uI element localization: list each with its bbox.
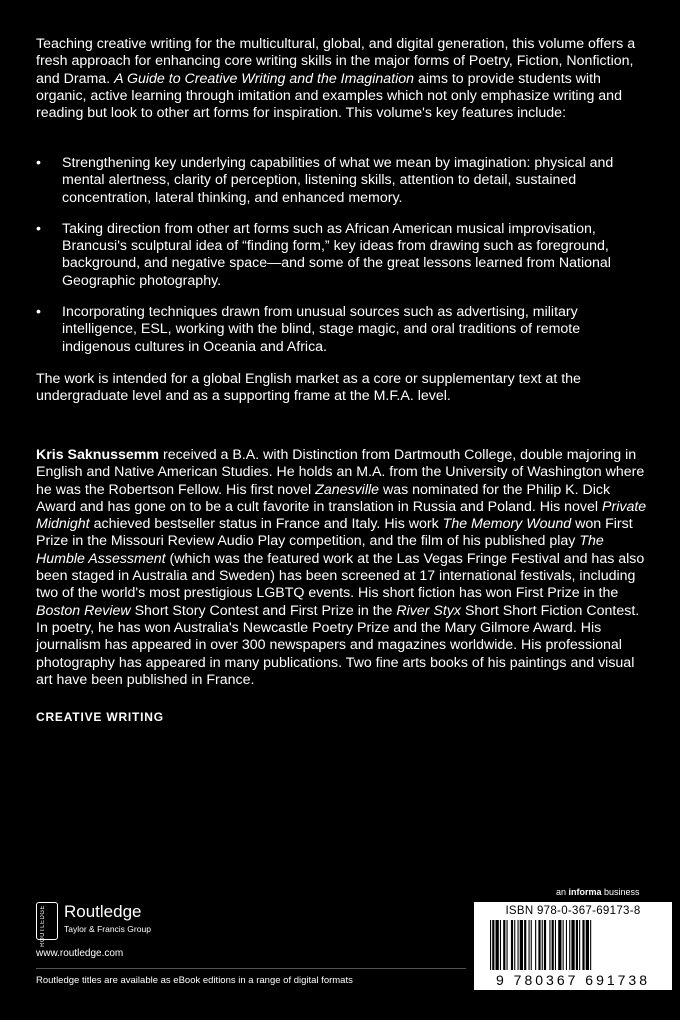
feature-text: Taking direction from other art forms such as African American musical improvisation, Brancusi's sculptural idea of “finding form,” key ideas from drawing such as foreground, background, and negative space—and some of the great lessons learned from National Geographic photography. <box>62 220 611 289</box>
author-bio <box>36 447 648 689</box>
barcode-bar <box>531 920 532 970</box>
bio-title: Boston Review <box>36 602 131 619</box>
barcode-bar <box>503 920 505 970</box>
barcode-bar <box>549 920 550 970</box>
bullet: • <box>36 155 41 171</box>
informa-brand: informa <box>568 887 602 897</box>
bio-text: was nominated for the Philip K. Dick Award and has gone on to be a cult favorite in translation in Russia and Poland. His novel <box>36 481 611 515</box>
list-item <box>36 221 648 290</box>
barcode-bar <box>582 920 584 970</box>
bio-text: won First Prize in the Missouri Review Audio Play competition, and the film of his published play <box>36 516 633 550</box>
closing-paragraph <box>36 371 648 406</box>
bio-title: The Humble Assessment <box>36 533 604 567</box>
barcode-bar <box>586 920 589 970</box>
isbn-label: ISBN 978-0-367-69173-8 <box>505 905 641 917</box>
barcode-icon <box>488 920 658 972</box>
informa-prefix: an <box>556 887 569 897</box>
informa-tagline <box>556 887 640 897</box>
divider <box>36 968 466 969</box>
barcode-bar <box>569 920 570 970</box>
barcode-bar <box>542 920 543 970</box>
bio-title: River Styx <box>396 602 462 619</box>
publisher-website: www.routledge.com <box>36 948 124 959</box>
bio-text: achieved bestseller status in France and Italy. His work <box>89 516 443 533</box>
author-name: Kris Saknussemm <box>36 447 160 463</box>
barcode-box <box>474 902 672 990</box>
bio-title: The Memory Wound <box>442 516 572 533</box>
subject-category: CREATIVE WRITING <box>36 710 164 724</box>
barcode-bar <box>500 920 501 970</box>
barcode-bar <box>511 920 513 970</box>
barcode-bar <box>566 920 567 970</box>
barcode-bar <box>535 920 536 970</box>
bio-text: Short Story Contest and First Prize in the <box>130 602 397 619</box>
barcode-bar <box>490 920 491 970</box>
publisher-name: Routledge <box>64 902 142 921</box>
bio-title: Zanesville <box>315 481 380 498</box>
barcode-bar <box>507 920 508 970</box>
ebook-note: Routledge titles are available as eBook editions in a range of digital formats <box>36 975 353 986</box>
feature-text: Strengthening key underlying capabilities of what we mean by imagination: physical and mental alertness, clarity of perception, listening skills, attention to detail, sustained concentration, lateral thinking, and enhanced memory. <box>62 155 614 206</box>
closing-text: The work is intended for a global English market as a core or supplementary text at the undergraduate level and as a supporting frame at the M.F.A. level. <box>36 371 581 405</box>
barcode-bar <box>576 920 578 970</box>
barcode-bar <box>492 920 494 970</box>
mark-text: ROUTLEDGE <box>40 905 46 947</box>
feature-text: Incorporating techniques drawn from unusual sources such as advertising, military intelligence, ESL, working with the blind, stage magic, and oral traditions of remote indigenous cultures in Oceania and Africa. <box>62 304 581 355</box>
barcode-bar <box>558 920 561 970</box>
barcode-bar <box>590 920 591 970</box>
routledge-mark-icon <box>36 902 58 947</box>
barcode-bar <box>518 920 519 970</box>
barcode-bar <box>524 920 526 970</box>
barcode-bar <box>538 920 540 970</box>
barcode-bar <box>514 920 515 970</box>
bio-title: Private Midnight <box>36 498 647 533</box>
intro-text-2: aims to provide students with organic, active learning through imitation and examples which not only emphasize writing and reading but look to other art forms for inspiration. This volume's key features include: <box>36 70 622 122</box>
barcode-bar <box>571 920 574 970</box>
features-list <box>36 155 648 370</box>
publisher-group: Taylor & Francis Group <box>64 924 151 934</box>
bio-text: Short Short Fiction Contest. In poetry, he has won Australia's Newcastle Poetry Prize and the Mary Gilmore Award. His journalism has appeared in over 300 newspapers and magazines worldwide. His professional photography has appeared in many publications. Two fine arts books of his paintings and visual art have been published in France. <box>36 602 640 688</box>
bullet: • <box>36 220 41 237</box>
barcode-bar <box>552 920 554 970</box>
book-title: A Guide to Creative Writing and the Imagination <box>114 70 415 87</box>
informa-suffix: business <box>601 887 640 897</box>
list-item <box>36 304 648 356</box>
list-item <box>36 155 648 207</box>
intro-text-1: Teaching creative writing for the multicultural, global, and digital generation, this volume offers a fresh approach for enhancing core writing skills in the major forms of Poetry, Fiction, Nonfiction, and Drama. <box>36 36 636 87</box>
barcode-bar <box>496 920 499 970</box>
barcode-digits: 9 780367 691738 <box>496 972 650 988</box>
bullet: • <box>36 304 41 321</box>
intro-paragraph <box>36 36 648 122</box>
barcode-bar <box>555 920 556 970</box>
barcode-bar <box>529 920 530 970</box>
bio-text: (which was the featured work at the Las Vegas Fringe Festival and has also been staged in Australia and Sweden) has been screened at 17 international festivals, including two of the world's most prestigious LGBTQ events. His short fiction has won First Prize in the <box>36 550 645 602</box>
barcode-bar <box>579 920 580 970</box>
barcode-bar <box>544 920 546 970</box>
bio-text: received a B.A. with Distinction from Dartmouth College, double majoring in English and Native American Studies. He holds an M.A. from the University of Washington where he was the Robertson Fellow. His first novel <box>36 447 645 498</box>
barcode-bar <box>563 920 564 970</box>
barcode-bar <box>520 920 523 970</box>
